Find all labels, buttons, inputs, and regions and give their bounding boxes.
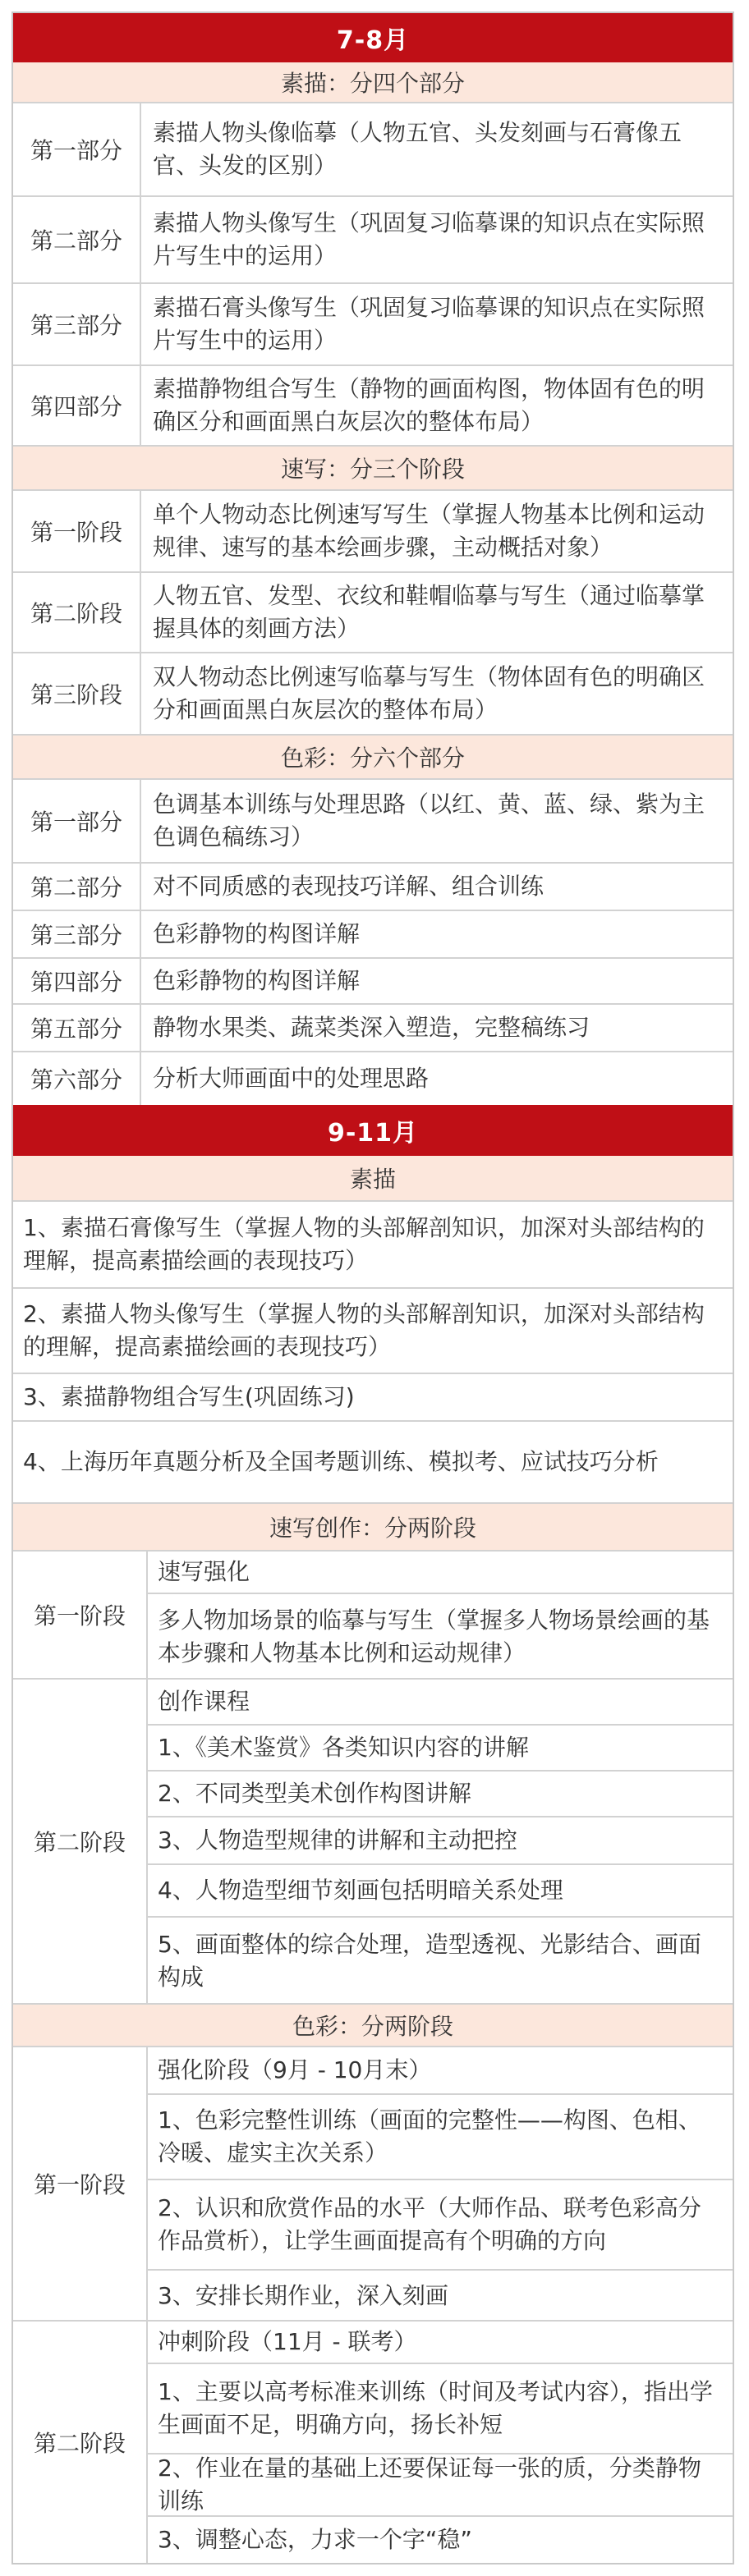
table-row: [13, 491, 733, 573]
stage-group: [13, 2047, 733, 2322]
item-text: 2、作业在量的基础上还要保证每一张的质，分类静物训练: [158, 2455, 701, 2514]
row-text: 对不同质感的表现技巧详解、组合训练: [153, 873, 545, 900]
item-text: 强化阶段（9月 - 10月末）: [158, 2056, 432, 2083]
row-text: 素描人物头像临摹（人物五官、头发刻画与石膏像五官、头发的区别）: [153, 119, 682, 179]
item-text: 3、素描静物组合写生(巩固练习): [23, 1383, 355, 1410]
period-title-9-11: 9-11月: [13, 1105, 733, 1156]
row-label: 第一阶段: [13, 491, 141, 571]
stage-item: [148, 2455, 733, 2517]
stage-item: [148, 2180, 733, 2271]
stage-label: 第一阶段: [13, 2047, 148, 2320]
table-row: [13, 1005, 733, 1052]
table-row: [13, 284, 733, 366]
table-row: [13, 1052, 733, 1105]
row-label: 第六部分: [13, 1052, 141, 1105]
item-text: 1、色彩完整性训练（画面的完整性——构图、色相、冷暖、虚实主次关系）: [158, 2106, 701, 2166]
item-text: 创作课程: [158, 1688, 250, 1715]
row-label: 第三阶段: [13, 653, 141, 734]
stage-item: [148, 1680, 733, 1726]
list-item: [13, 1374, 733, 1422]
row-label: 第二部分: [13, 864, 141, 910]
row-label: 第一部分: [13, 780, 141, 862]
stage-item: [148, 1865, 733, 1918]
item-text: 多人物加场景的临摹与写生（掌握多人物场景绘画的基本步骤和人物基本比例和运动规律）: [158, 1607, 710, 1666]
curriculum-table: [11, 11, 734, 2565]
stage-item: [148, 1594, 733, 1680]
stage-item: [148, 1817, 733, 1865]
section-header-sketch: 素描：分四个部分: [13, 62, 733, 103]
table-row: [13, 573, 733, 653]
row-text: 分析大师画面中的处理思路: [153, 1065, 430, 1092]
list-item: [13, 1289, 733, 1374]
stage-group: [13, 1552, 733, 1680]
stage-item: [148, 2095, 733, 2180]
row-text: 单个人物动态比例速写写生（掌握人物基本比例和运动规律、速写的基本绘画步骤，主动概括对象）: [153, 501, 705, 561]
stage-item: [148, 2364, 733, 2455]
stage-item: [148, 2047, 733, 2095]
item-text: 4、上海历年真题分析及全国考题训练、模拟考、应试技巧分析: [23, 1448, 659, 1475]
item-text: 2、认识和欣赏作品的水平（大师作品、联考色彩高分作品赏析），让学生画面提高有个明确的方向: [158, 2194, 701, 2254]
section-header-sketch-2: 素描: [13, 1156, 733, 1202]
item-text: 2、素描人物头像写生（掌握人物的头部解剖知识，加深对头部结构的理解，提高素描绘画的表现技巧）: [23, 1300, 705, 1360]
table-row: [13, 911, 733, 959]
row-label: 第四部分: [13, 366, 141, 445]
stage-item: [148, 2517, 733, 2563]
row-text: 素描静物组合写生（静物的画面构图，物体固有色的明确区分和画面黑白灰层次的整体布局）: [153, 375, 705, 435]
stage-item: [148, 1918, 733, 2005]
section-header-speed: 速写：分三个阶段: [13, 447, 733, 491]
row-label: 第三部分: [13, 284, 141, 364]
section-header-color: 色彩：分六个部分: [13, 736, 733, 780]
stage-item: [148, 1552, 733, 1594]
row-text: 人物五官、发型、衣纹和鞋帽临摹与写生（通过临摹掌握具体的刻画方法）: [153, 582, 705, 642]
item-text: 1、素描石膏像写生（掌握人物的头部解剖知识，加深对头部结构的理解，提高素描绘画的表现技巧）: [23, 1214, 705, 1274]
item-text: 2、不同类型美术创作构图讲解: [158, 1780, 471, 1807]
list-item: [13, 1422, 733, 1504]
row-label: 第一部分: [13, 103, 141, 195]
row-label: 第四部分: [13, 959, 141, 1003]
stage-group: [13, 2322, 733, 2563]
row-text: 双人物动态比例速写临摹与写生（物体固有色的明确区分和画面黑白灰层次的整体布局）: [153, 663, 705, 723]
list-item: [13, 1202, 733, 1289]
stage-label: 第二阶段: [13, 2322, 148, 2563]
item-text: 3、安排长期作业，深入刻画: [158, 2282, 448, 2309]
stage-item: [148, 2271, 733, 2322]
row-text: 素描石膏头像写生（巩固复习临摹课的知识点在实际照片写生中的运用）: [153, 294, 705, 354]
item-text: 速写强化: [158, 1558, 250, 1585]
item-text: 1、《美术鉴赏》各类知识内容的讲解: [158, 1734, 529, 1761]
row-text: 静物水果类、蔬菜类深入塑造，完整稿练习: [153, 1014, 590, 1041]
row-label: 第二部分: [13, 197, 141, 282]
table-row: [13, 366, 733, 447]
item-text: 4、人物造型细节刻画包括明暗关系处理: [158, 1877, 563, 1904]
stage-item: [148, 2322, 733, 2364]
row-text: 素描人物头像写生（巩固复习临摹课的知识点在实际照片写生中的运用）: [153, 209, 705, 269]
item-text: 3、调整心态，力求一个字“稳”: [158, 2526, 472, 2553]
stage-label: 第一阶段: [13, 1552, 148, 1678]
table-row: [13, 959, 733, 1005]
item-text: 1、主要以高考标准来训练（时间及考试内容），指出学生画面不足，明确方向，扬长补短: [158, 2378, 713, 2438]
item-text: 冲刺阶段（11月 - 联考）: [158, 2328, 417, 2355]
row-label: 第三部分: [13, 911, 141, 957]
table-row: [13, 103, 733, 197]
table-row: [13, 864, 733, 911]
stage-group: [13, 1680, 733, 2005]
row-label: 第五部分: [13, 1005, 141, 1051]
stage-item: [148, 1726, 733, 1772]
row-label: 第二阶段: [13, 573, 141, 652]
stage-label: 第二阶段: [13, 1680, 148, 2003]
section-header-speed-2: 速写创作：分两阶段: [13, 1504, 733, 1552]
item-text: 3、人物造型规律的讲解和主动把控: [158, 1827, 517, 1854]
table-row: [13, 653, 733, 736]
stage-item: [148, 1772, 733, 1817]
row-text: 色彩静物的构图详解: [153, 920, 361, 947]
section-header-color-2: 色彩：分两阶段: [13, 2005, 733, 2047]
table-row: [13, 780, 733, 864]
row-text: 色调基本训练与处理思路（以红、黄、蓝、绿、紫为主色调色稿练习）: [153, 791, 705, 850]
table-row: [13, 197, 733, 284]
period-title-7-8: 7-8月: [13, 13, 733, 62]
row-text: 色彩静物的构图详解: [153, 967, 361, 994]
item-text: 5、画面整体的综合处理，造型透视、光影结合、画面构成: [158, 1931, 701, 1991]
